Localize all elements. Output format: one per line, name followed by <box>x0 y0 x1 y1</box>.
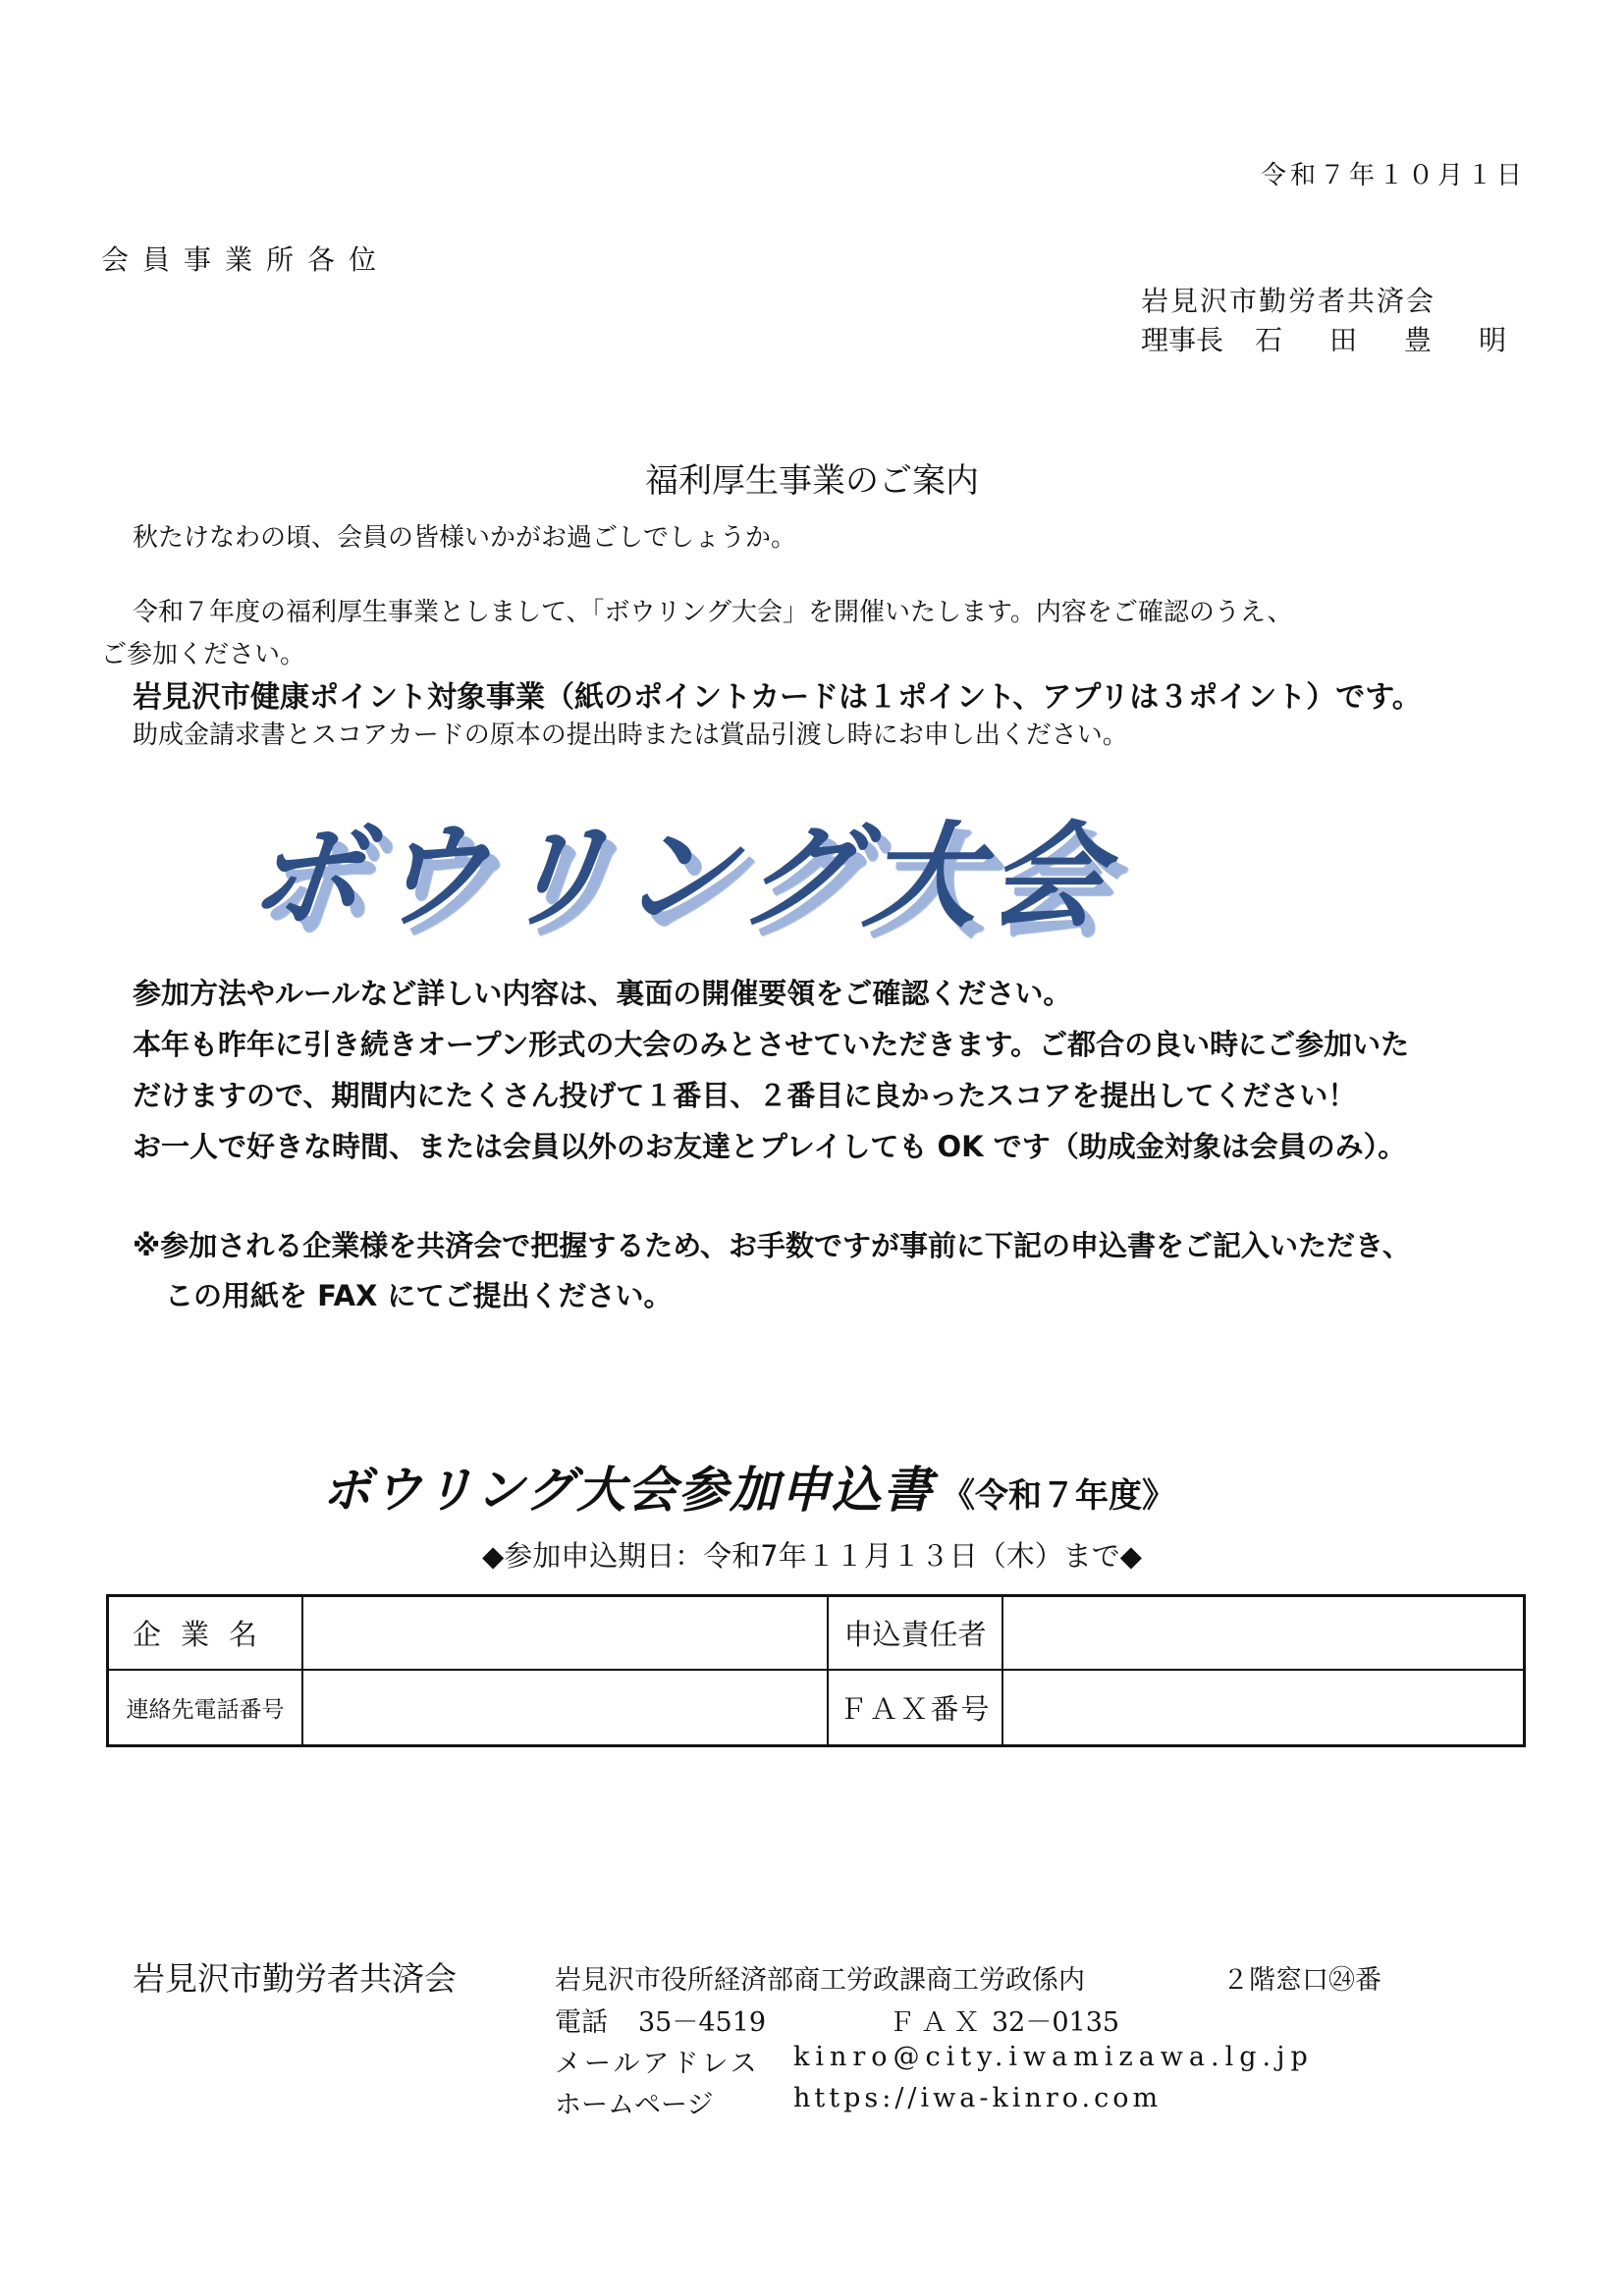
footer-fax: 32－0135 <box>992 2007 1120 2038</box>
footer-organization: 岩見沢市勤労者共済会 <box>133 1959 457 1998</box>
event-banner-title: ボウリング大会 <box>242 811 1120 943</box>
footer-phone-label: 電話 <box>555 2007 608 2038</box>
fax-number-label: ＦＡＸ番号 <box>829 1671 1003 1744</box>
company-name-label: 企業名 <box>109 1597 303 1671</box>
company-name-field[interactable] <box>303 1597 829 1671</box>
fax-note-line1: ※参加される企業様を共済会で把握するため、お手数ですが事前に下記の申込書をご記入いただき、 <box>133 1229 1411 1262</box>
rule-line: 参加方法やルールなど詳しい内容は、裏面の開催要領をご確認ください。 <box>133 977 1072 1010</box>
contact-phone-field[interactable] <box>303 1671 829 1744</box>
rule-line: だけますので、期間内にたくさん投げて１番目、２番目に良かったスコアを提出してください！ <box>133 1079 1357 1112</box>
fax-number-field[interactable] <box>1003 1671 1523 1744</box>
document-date: 令和７年１０月１日 <box>1260 161 1526 190</box>
notice-title: 福利厚生事業のご案内 <box>645 461 979 501</box>
recipient-line: 会員事業所各位 <box>101 243 391 276</box>
footer-fax-label: ＦＡＸ <box>889 2007 986 2038</box>
footer-window: ２階窓口㉔番 <box>1222 1965 1381 1996</box>
footer-email-label: メールアドレス <box>555 2049 760 2079</box>
fax-note-line2: この用紙を FAX にてご提出ください。 <box>165 1279 673 1312</box>
responsible-person-label: 申込責任者 <box>829 1597 1003 1671</box>
chair-name-char: 石 <box>1255 324 1283 356</box>
rule-line: お一人で好きな時間、または会員以外のお友達とプレイしても OK です（助成金対象は会員のみ）。 <box>133 1130 1407 1163</box>
footer-office: 岩見沢市役所経済部商工労政課商工労政係内 <box>555 1965 1085 1996</box>
footer-phone: 35－4519 <box>638 2007 767 2038</box>
greeting-text: 秋たけなわの頃、会員の皆様いかがお過ごしでしょうか。 <box>133 523 797 553</box>
chair-title: 理事長 <box>1141 324 1224 356</box>
health-point-subnote: 助成金請求書とスコアカードの原本の提出時または賞品引渡し時にお申し出ください。 <box>133 721 1128 750</box>
health-point-notice: 岩見沢市健康ポイント対象事業（紙のポイントカードは１ポイント、アプリは３ポイント）です。 <box>133 680 1422 715</box>
intro-paragraph-line2: ご参加ください。 <box>101 640 306 669</box>
responsible-person-field[interactable] <box>1003 1597 1523 1671</box>
application-form-table <box>106 1594 1526 1747</box>
contact-phone-label: 連絡先電話番号 <box>109 1671 303 1744</box>
sender-organization: 岩見沢市勤労者共済会 <box>1141 285 1436 317</box>
sender-chair <box>1141 319 1506 358</box>
form-title-main: ボウリング大会参加申込書 <box>322 1462 934 1519</box>
footer-website-link[interactable]: https://iwa-kinro.com <box>793 2083 1163 2113</box>
chair-name-char: 豊 <box>1404 324 1433 356</box>
form-title <box>322 1451 1175 1522</box>
chair-name-char: 明 <box>1479 324 1507 356</box>
application-deadline: ◆参加申込期日：令和7年１１月１３日（木）まで◆ <box>481 1539 1143 1573</box>
chair-name-char: 田 <box>1329 324 1358 356</box>
footer-email-link[interactable]: kinro@city.iwamizawa.lg.jp <box>793 2042 1314 2072</box>
intro-paragraph-line1: 令和７年度の福利厚生事業としまして、「ボウリング大会」を開催いたします。内容をご確認のうえ、 <box>133 598 1293 627</box>
footer-website-label: ホームページ <box>555 2090 714 2120</box>
form-title-year: 《令和７年度》 <box>942 1476 1175 1516</box>
rule-line: 本年も昨年に引き続きオープン形式の大会のみとさせていただきます。ご都合の良い時にご参加いた <box>133 1028 1410 1061</box>
